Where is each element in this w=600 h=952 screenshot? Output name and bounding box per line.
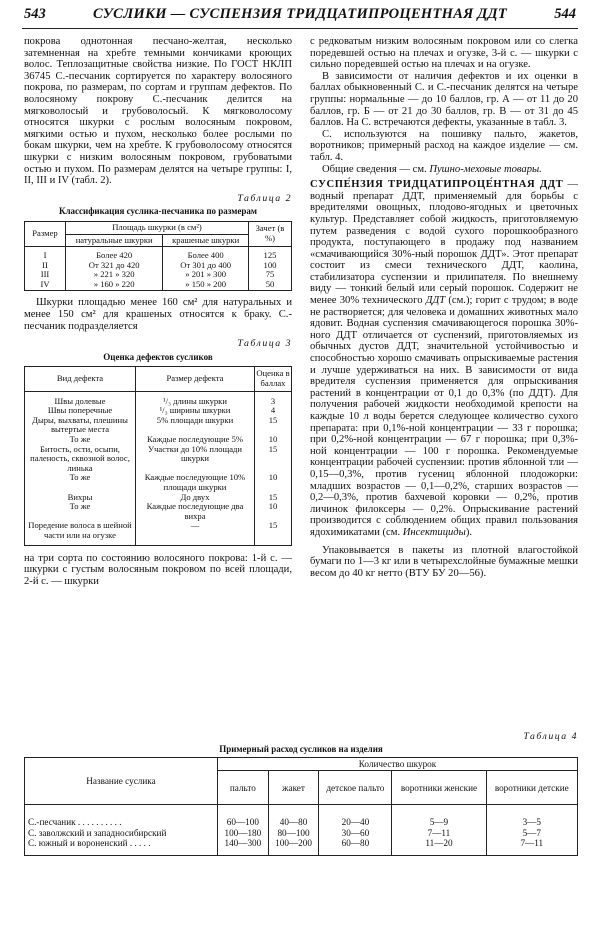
table-4-block: [24, 731, 578, 856]
page-number-left: 543: [24, 6, 46, 22]
cell-defect-type: То же: [25, 502, 136, 521]
table-4-label: Таблица 4: [523, 731, 578, 742]
col-header-defect-size: Размер дефекта: [136, 367, 255, 391]
cell-defect-type: Швы долевые: [25, 391, 136, 406]
cell-defect-size: Участки до 10% площади шкурки: [136, 445, 255, 474]
cross-reference: Инсектициды: [402, 526, 466, 538]
cell-sizes: I II III IV: [25, 247, 66, 291]
table-3-label: Таблица 3: [237, 338, 292, 350]
table-3: [24, 366, 292, 545]
cell-defect-type: Швы поперечные: [25, 406, 136, 416]
cell-score: 4: [255, 406, 292, 416]
paragraph: В зависимости от наличия дефектов и их оценки в баллах обыкновенный С. и С.-песчаник делятся на четыре группы: нормальные — до 10 баллов, гр. А — от 11 до 20 баллов, гр. Б — от 21 до 30 баллов, гр. В — от 31 до 45 баллов. На С. встречаются дефекты, указанные в табл. 3.: [310, 70, 578, 129]
table-2: [24, 221, 292, 292]
cell-score: 10: [255, 435, 292, 445]
running-title: СУСЛИКИ — СУСПЕНЗИЯ ТРИДЦАТИПРОЦЕНТНАЯ ДДТ: [92, 6, 507, 22]
cell-defect-size: Каждые последующие 10% площади шкурки: [136, 473, 255, 492]
col-header-score: Оценка в баллах: [255, 367, 292, 391]
left-column: [24, 36, 292, 587]
cell-credit: 125 100 75 50: [249, 247, 292, 291]
table-4: [24, 757, 578, 856]
cell-coat: 60—100 100—180 140—300: [218, 805, 269, 855]
table-row: [25, 445, 292, 474]
cell-natural: Более 420 От 321 до 420 » 221 » 320 » 160 » 220: [66, 247, 163, 291]
cell-score: 10: [255, 473, 292, 492]
col-header-natural: натуральные шкурки: [66, 234, 163, 247]
col-header-coat: пальто: [218, 771, 269, 805]
cell-defect-type: Битость, ости, осыпи, паленость, сквозной волос, линька: [25, 445, 136, 474]
cell-defect-type: То же: [25, 435, 136, 445]
col-header-area: Площадь шкурки (в см²): [66, 221, 249, 234]
cell-child-coat: 20—40 30—60 60—80: [319, 805, 392, 855]
table-row: [25, 502, 292, 521]
col-header-count: Количество шкурок: [218, 758, 578, 771]
entry-term: СУСПЕ́НЗИЯ ТРИДЦАТИПРОЦЕ́НТНАЯ ДДТ: [310, 179, 564, 191]
cell-defect-size: ¹/₃ ширины шкурки: [136, 406, 255, 416]
cell-dyed: Более 400 От 301 до 400 » 201 » 300 » 150 » 200: [163, 247, 249, 291]
col-header-collar-children: воротники детские: [486, 771, 577, 805]
cell-defect-size: ¹/₃ длины шкурки: [136, 391, 255, 406]
cross-reference: Пушно-меховые товары.: [429, 163, 542, 175]
cross-reference: ДДТ: [425, 295, 446, 307]
header-rule: [22, 28, 578, 29]
cell-names: С.-песчаник . . . . . . . . . . С. заволжский и западносибирский С. южный и вороненский . . . . .: [25, 805, 218, 855]
paragraph: Шкурки площадью менее 160 см² для натуральных и менее 150 см² для крашеных относятся к браку. С.-песчаник подразделяется: [24, 297, 292, 332]
table-row: [25, 416, 292, 435]
cell-defect-type: Дыры, выхваты, плешины вытертые места: [25, 416, 136, 435]
paragraph: покрова однотонная песчано-желтая, несколько затемненная на хребте темными кончиками кроющих волос. Теплозащитные свойства низкие. По ГОСТ НКЛП 36745 С.-песчаник сортируется по характеру волосяного покрова, по размерам, по сортам и группам дефектов. По волосяному покрову С.-песчаник делится на мягковолосый и грубоволосый. К мягковолосому относятся шкурки с рослым волосяным покровом, мягкими остью и пухом, несколько более рослыми по бокам шкурки, чем на хребте. К грубоволосому относятся шкурки с низким волосяным покровом, грубоватыми остью и пухом. По размерам делятся на четыре группы: I, II, III и IV (табл. 2).: [24, 36, 292, 187]
page-number-right: 544: [554, 6, 576, 22]
table-row: [25, 391, 292, 406]
cell-collar-children: 3—5 5—7 7—11: [486, 805, 577, 855]
cell-score: 15: [255, 521, 292, 545]
paragraph: на три сорта по состоянию волосяного покрова: 1-й с. — шкурки с густым волосяным покровом по всей площади, 2-й с. — шкурки: [24, 552, 292, 587]
cell-defect-size: —: [136, 521, 255, 545]
col-header-size: Размер: [25, 221, 66, 246]
table-row: [25, 473, 292, 492]
table-row: [25, 521, 292, 545]
col-header-collar-women: воротники женские: [392, 771, 486, 805]
table-2-caption: Классификация суслика-песчаника по размерам: [58, 206, 258, 217]
cell-score: 10: [255, 502, 292, 521]
cell-score: 15: [255, 416, 292, 435]
cell-score: 15: [255, 493, 292, 503]
col-header-credit: Зачет (в %): [249, 221, 292, 246]
cell-defect-size: Каждые последующие 5%: [136, 435, 255, 445]
table-4-caption: Примерный расход сусликов на изделия: [219, 744, 383, 754]
cell-defect-type: Поредение волоса в шейной части или на огузке: [25, 521, 136, 545]
col-header-defect-type: Вид дефекта: [25, 367, 136, 391]
col-header-name: Название суслика: [25, 758, 218, 805]
paragraph: Упаковывается в пакеты из плотной влагостойкой бумаги по 1—3 кг или в четырехслойные бумажные мешки весом до 40 кг нетто (ВТУ БУ 20—56).: [310, 544, 578, 579]
table-3-caption: Оценка дефектов сусликов: [103, 351, 213, 362]
cell-jacket: 40—80 80—100 100—200: [268, 805, 319, 855]
cell-defect-size: До двух: [136, 493, 255, 503]
table-2-label: Таблица 2: [237, 192, 292, 204]
paragraph: Общие сведения — см. Пушно-меховые товары.: [322, 163, 542, 175]
entry-paragraph: СУСПЕ́НЗИЯ ТРИДЦАТИПРОЦЕ́НТНАЯ ДДТ — водный препарат ДДТ, применяемый для борьбы с вредителями овощных, плодово-ягодных и цветочных культур. Представляет собой жидкость, приготовляемую путем разведения с водой сухого порошкообразного продукта, поступающего в продажу под названием «смачивающийся 30%-ный порошок ДДТ». Этот препарат состоит из смеси технического ДДТ, каолина, стабилизатора суспензии и прилипателя. По внешнему виду — тонкий белый или серый порошок. Содержит не менее 30% технического ДДТ (см.); горит с трудом; в воде не растворяется; для человека и домашних животных мало ядовит. Водная суспензия смачивающегося порошка 30%-ного ДДТ отличается от суспензий, приготовляемых из обычных дустов ДДТ, значительной устойчивостью и способностью хорошо смачивать опрыскиваемые растения и лучше удерживаться на них. В зависимости от вида вредителя суспензия применяется для опрыскивания растений в концентрации от 0,1 до 0,3% (по ДДТ). Для получения рабочей жидкости необходимой крепости на каждые 10 л воды берется следующее количество сухого препарата: при 0,1%-ной концентрации — 33 г порошка; при 0,2%-ной концентрации — 67 г порошка; при 0,3%-ной концентрации — 100 г порошка. Рекомендуемые концентрации рабочей суспензии: против яблонной тли — 0,15—0,3%, против гусениц яблонной плодожорки: младших возрастов — 0,1—0,2%, старших возрастов — 0,2—0,3%, против бахчевой коровки — 0,2%, против личинок филоксеры — 0,2%. Опрыскивание растений производится с соблюдением общих правил пользования ядохимикатами (см. Инсектициды).: [310, 179, 578, 538]
right-column: [310, 36, 578, 579]
cell-defect-size: Каждые последующие два вихра: [136, 502, 255, 521]
cell-score: 3: [255, 391, 292, 406]
col-header-dyed: крашеные шкурки: [163, 234, 249, 247]
col-header-jacket: жакет: [268, 771, 319, 805]
cell-defect-size: 5% площади шкурки: [136, 416, 255, 435]
cell-score: 15: [255, 445, 292, 474]
paragraph: С. используются на пошивку пальто, жакетов, воротников; примерный расход на каждое изделие — см. табл. 4.: [310, 128, 578, 163]
paragraph: с редковатым низким волосяным покровом или со слегка поредевшей остью на плечах и огузке, 3-й с. — шкурки с сильно поредевшей остью на плечах и на огузке.: [310, 36, 578, 71]
col-header-child-coat: детское пальто: [319, 771, 392, 805]
running-header: [24, 6, 576, 28]
cell-defect-type: То же: [25, 473, 136, 492]
cell-collar-women: 5—9 7—11 11—20: [392, 805, 486, 855]
cell-defect-type: Вихры: [25, 493, 136, 503]
